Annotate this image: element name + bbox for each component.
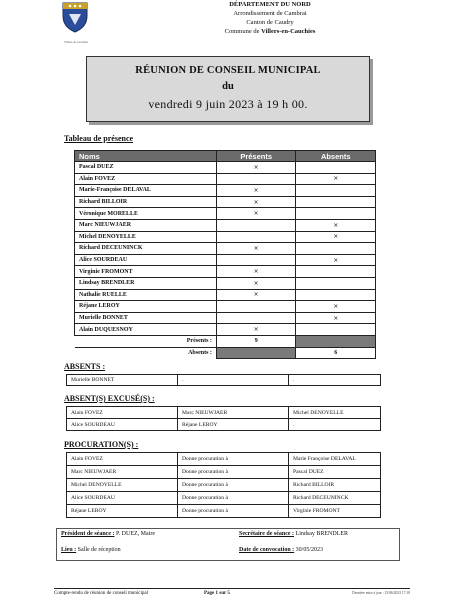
commune-coat-of-arms: [58, 0, 92, 34]
absents-row: [67, 375, 381, 386]
procuration-receiver: Marie Françoise DELAVAL: [289, 453, 381, 466]
procuration-giver: Réjane LEROY: [67, 505, 178, 518]
absent-mark: [296, 196, 376, 208]
present-mark: ×: [216, 266, 296, 278]
absent-mark: ×: [296, 219, 376, 231]
presence-row: [75, 277, 376, 289]
member-name: Marie-Françoise DELAVAL: [75, 185, 217, 197]
procuration-row: [67, 466, 381, 479]
absents-table: [66, 374, 381, 386]
presents-total-row: [75, 335, 376, 347]
header-arrondissement: Arrondissement de Cambrai: [233, 10, 307, 17]
header-department: DÉPARTEMENT DU NORD: [229, 1, 311, 8]
convocation-cell: [235, 545, 400, 561]
present-mark: ×: [216, 196, 296, 208]
present-mark: [216, 231, 296, 243]
president-value: P. DUEZ, Maire: [114, 531, 155, 537]
procuration-giver: Marc NIEUWJAER: [67, 466, 178, 479]
absent-cell: .: [178, 375, 289, 386]
header-commune: [150, 27, 390, 36]
convocation-value: 30/05/2023: [294, 546, 324, 553]
absent-mark: [296, 208, 376, 220]
procuration-row: [67, 492, 381, 505]
presents-total-grey: [296, 335, 376, 347]
present-mark: ×: [216, 208, 296, 220]
presence-header-row: [75, 151, 376, 162]
member-name: Nathalie RUELLE: [75, 289, 217, 301]
presence-row: [75, 266, 376, 278]
procurations-table: [66, 452, 381, 518]
presence-row: [75, 185, 376, 197]
absent-mark: [296, 162, 376, 174]
procuration-text: Donne procuration à: [178, 479, 289, 492]
procurations-section-title: PROCURATION(S) :: [64, 440, 139, 449]
member-name: Véronique MORELLE: [75, 208, 217, 220]
excused-cell: Michel DENOYELLE: [289, 407, 381, 419]
member-name: Virginie FROMONT: [75, 266, 217, 278]
presence-table: [74, 150, 376, 359]
place-label: Lieu :: [61, 546, 77, 553]
presence-row: [75, 173, 376, 185]
excuses-row: [67, 407, 381, 419]
member-name: Alain DUQUESNOY: [75, 324, 217, 336]
member-name: Alain FOVEZ: [75, 173, 217, 185]
presents-total-label: Présents :: [75, 335, 217, 347]
presence-row: [75, 301, 376, 313]
secretary-value: Lindsay BRENDLER: [294, 531, 349, 537]
procuration-text: Donne procuration à: [178, 492, 289, 505]
header-noms: Noms: [75, 151, 217, 162]
present-mark: [216, 219, 296, 231]
presence-row: [75, 243, 376, 255]
meeting-title: RÉUNION DE CONSEIL MUNICIPAL: [135, 65, 321, 76]
convocation-label: Date de convocation :: [239, 546, 295, 553]
presence-row: [75, 196, 376, 208]
page-footer: [54, 588, 410, 601]
header-absents: Absents: [296, 151, 376, 162]
present-mark: ×: [216, 324, 296, 336]
absent-cell: .: [289, 375, 381, 386]
presence-row: [75, 324, 376, 336]
presence-row: [75, 289, 376, 301]
logo-caption: Villers-en-Cauchies: [64, 40, 88, 44]
absent-mark: ×: [296, 312, 376, 324]
presence-body: [75, 162, 376, 336]
absents-section-title: ABSENTS :: [64, 362, 106, 371]
absent-cell: Murielle BONNET: [67, 375, 178, 386]
presence-row: [75, 162, 376, 174]
procuration-receiver: Pascal DUEZ: [289, 466, 381, 479]
procuration-row: [67, 505, 381, 518]
header-presents: Présents: [216, 151, 296, 162]
excused-cell: Alain FOVEZ: [67, 407, 178, 419]
present-mark: ×: [216, 162, 296, 174]
excuses-section-title: ABSENT(S) EXCUSÉ(S) :: [64, 394, 155, 403]
absent-mark: [296, 277, 376, 289]
member-name: Richard DECEUNINCK: [75, 243, 217, 255]
procuration-text: Donne procuration à: [178, 453, 289, 466]
presents-total-value: 9: [216, 335, 296, 347]
footer-last-update: Dernière mise à jour : 15/06/2023 17:18: [352, 591, 410, 595]
absent-mark: ×: [296, 254, 376, 266]
place-value: Salle de réception: [76, 546, 121, 553]
absent-mark: ×: [296, 173, 376, 185]
president-cell: [57, 529, 236, 545]
session-info-row: [57, 545, 400, 561]
presence-row: [75, 254, 376, 266]
excuses-row: [67, 419, 381, 431]
meeting-date: vendredi 9 juin 2023 à 19 h 00.: [148, 97, 308, 111]
header-block: [150, 0, 390, 36]
absents-total-label: Absents :: [75, 347, 217, 359]
excuses-table: [66, 406, 381, 431]
excused-cell: .: [289, 419, 381, 431]
procuration-text: Donne procuration à: [178, 505, 289, 518]
absent-mark: [296, 289, 376, 301]
excused-cell: Marc NIEUWJAER: [178, 407, 289, 419]
procuration-text: Donne procuration à: [178, 466, 289, 479]
absents-total-row: [75, 347, 376, 359]
present-mark: [216, 254, 296, 266]
procuration-giver: Alice SOURDEAU: [67, 492, 178, 505]
footer-doc-title: Compte-rendu de réunion de conseil municipal: [54, 591, 149, 596]
present-mark: [216, 173, 296, 185]
absent-mark: [296, 185, 376, 197]
member-name: Alice SOURDEAU: [75, 254, 217, 266]
absent-mark: [296, 243, 376, 255]
procuration-row: [67, 479, 381, 492]
commune-prefix: Commune de: [224, 28, 262, 35]
member-name: Marc NIEUWJAER: [75, 219, 217, 231]
absents-total-value: 6: [296, 347, 376, 359]
absent-mark: [296, 324, 376, 336]
present-mark: [216, 312, 296, 324]
president-label: Président de séance :: [61, 531, 115, 537]
present-mark: ×: [216, 185, 296, 197]
present-mark: ×: [216, 289, 296, 301]
session-info-row: [57, 529, 400, 545]
absents-total-grey: [216, 347, 296, 359]
header-canton: Canton de Caudry: [246, 19, 294, 26]
excused-cell: Alice SOURDEAU: [67, 419, 178, 431]
procuration-giver: Michel DENOYELLE: [67, 479, 178, 492]
procuration-receiver: Virginie FROMONT: [289, 505, 381, 518]
member-name: Lindsay BRENDLER: [75, 277, 217, 289]
member-name: Michel DENOYELLE: [75, 231, 217, 243]
presence-section-title: Tableau de présence: [64, 134, 134, 143]
procuration-giver: Alain FOVEZ: [67, 453, 178, 466]
member-name: Pascal DUEZ: [75, 162, 217, 174]
present-mark: ×: [216, 243, 296, 255]
meeting-title-box: [86, 56, 370, 122]
presence-row: [75, 312, 376, 324]
absent-mark: [296, 266, 376, 278]
footer-page-number: Page 1 sur 5: [204, 591, 230, 596]
presence-row: [75, 208, 376, 220]
absent-mark: ×: [296, 231, 376, 243]
excused-cell: Réjane LEROY: [178, 419, 289, 431]
member-name: Réjane LEROY: [75, 301, 217, 313]
member-name: Richard BILLOIR: [75, 196, 217, 208]
procuration-receiver: Richard BILLOIR: [289, 479, 381, 492]
meeting-title-du: du: [222, 81, 234, 92]
secretary-label: Secrétaire de séance :: [239, 531, 295, 537]
commune-name: Villers-en-Cauchies: [261, 28, 316, 35]
presence-row: [75, 231, 376, 243]
member-name: Murielle BONNET: [75, 312, 217, 324]
present-mark: [216, 301, 296, 313]
presence-row: [75, 219, 376, 231]
absent-mark: ×: [296, 301, 376, 313]
secretary-cell: [235, 529, 400, 545]
procuration-row: [67, 453, 381, 466]
procuration-receiver: Richard DECEUNINCK: [289, 492, 381, 505]
present-mark: ×: [216, 277, 296, 289]
session-info-box: [56, 528, 400, 561]
place-cell: [57, 545, 236, 561]
